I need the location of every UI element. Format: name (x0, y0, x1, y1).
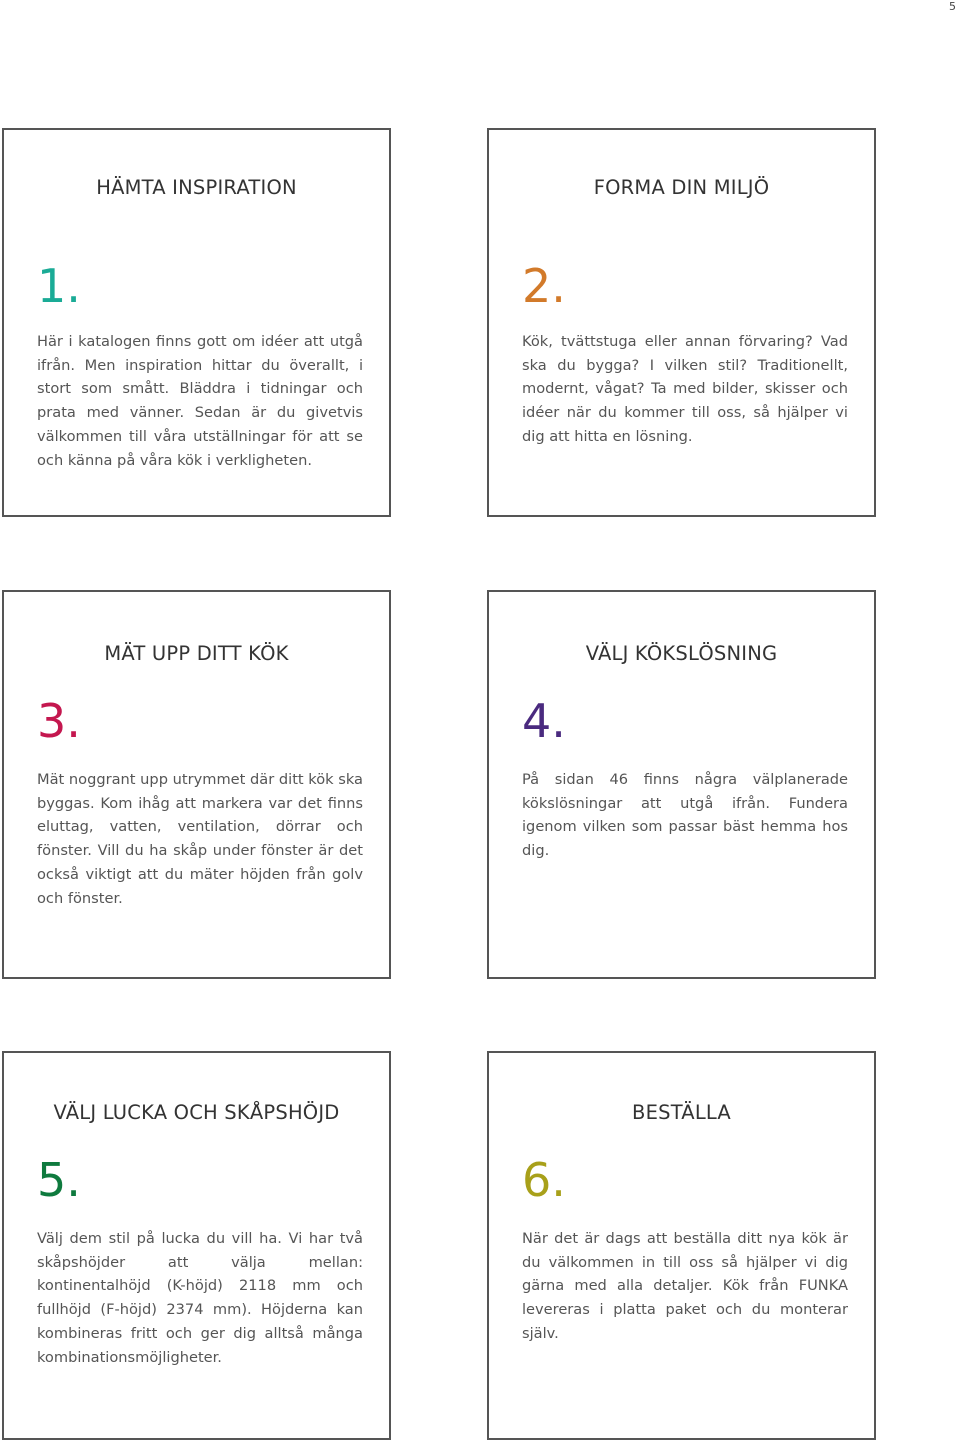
step-number: 6. (522, 1153, 566, 1207)
step-number: 3. (37, 694, 81, 748)
step-text: Mät noggrant upp utrymmet där ditt kök ska byggas. Kom ihåg att markera var det finns eluttag, vatten, ventilation, dörrar och fönster. Vill du ha skåp under fönster är det också viktigt att du mäter höjden från golv och fönster. (37, 771, 363, 907)
step-title: MÄT UPP DITT KÖK (104, 642, 289, 665)
step-title: BESTÄLLA (632, 1101, 731, 1124)
step-card-2 (487, 128, 876, 517)
step-title: FORMA DIN MILJÖ (593, 176, 770, 199)
step-card-6 (487, 1051, 876, 1440)
step-title: VÄLJ LUCKA OCH SKÅPSHÖJD (53, 1101, 340, 1124)
step-title: HÄMTA INSPIRATION (96, 176, 297, 199)
step-text: När det är dags att beställa ditt nya kök är du välkommen in till oss så hjälper vi dig gärna med alla detaljer. Kök från FUNKA levereras i platta paket och du monterar själv. (522, 1230, 848, 1342)
step-text: Kök, tvättstuga eller annan förvaring? Vad ska du bygga? I vilken stil? Traditionellt, modernt, vågat? Ta med bilder, skisser och idéer när du kommer till oss, så hjälper vi dig att hitta en lösning. (522, 333, 848, 445)
step-text: Här i katalogen finns gott om idéer att utgå ifrån. Men inspiration hittar du överallt, i stort som smått. Bläddra i tidningar och prata med vänner. Sedan är du givetvis välkommen till våra utställningar för att se och känna på våra kök i verkligheten. (37, 333, 363, 469)
step-text: På sidan 46 finns några välplanerade kökslösningar att utgå ifrån. Fundera igenom vilken som passar bäst hemma hos dig. (522, 771, 848, 860)
step-text: Välj dem stil på lucka du vill ha. Vi har två skåpshöjder att välja mellan: kontinentalhöjd (K-höjd) 2118 mm och fullhöjd (F-höjd) 2374 mm). Höjderna kan kombineras fritt och ger dig alltså många kombinationsmöjligheter. (37, 1230, 363, 1366)
step-title: VÄLJ KÖKSLÖSNING (585, 642, 778, 665)
step-card-3 (2, 590, 391, 979)
step-number: 1. (37, 259, 81, 313)
step-number: 5. (37, 1153, 81, 1207)
step-card-1 (2, 128, 391, 517)
step-number: 2. (522, 259, 566, 313)
step-card-4 (487, 590, 876, 979)
page-number: 5 (949, 0, 956, 13)
step-card-5 (2, 1051, 391, 1440)
step-number: 4. (522, 694, 566, 748)
